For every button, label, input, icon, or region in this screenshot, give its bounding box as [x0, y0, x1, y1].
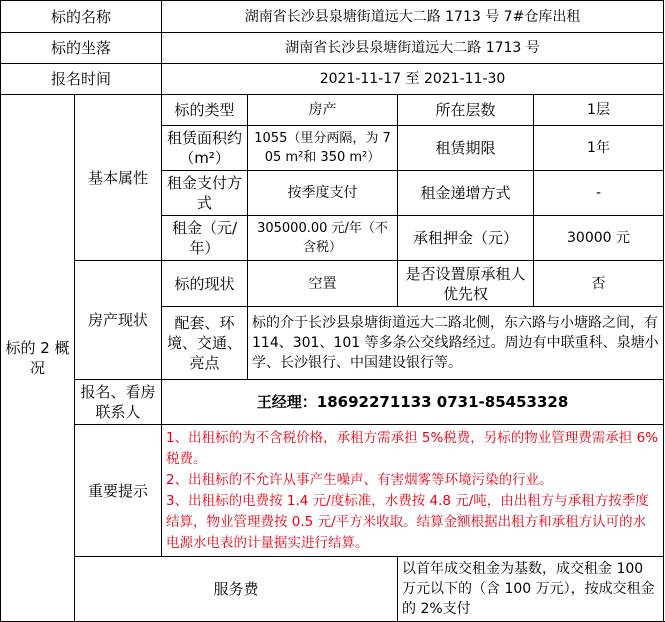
current-status-value: 空置	[248, 261, 398, 307]
row-signup-time	[1, 64, 664, 95]
note-item: 2、出租标的不允许从事产生噪声、有害烟雾等环境污染的行业。	[166, 471, 553, 488]
priority-label: 是否设置原承租人优先权	[398, 261, 534, 307]
row-contact	[1, 380, 664, 425]
payment-value: 按季度支付	[248, 171, 398, 216]
type-value: 房产	[248, 95, 398, 126]
current-status-label: 标的现状	[162, 261, 248, 307]
row-name	[1, 1, 664, 33]
floor-label: 所在层数	[398, 95, 534, 126]
term-value: 1年	[534, 126, 664, 171]
type-label: 标的类型	[162, 95, 248, 126]
contact-value: 王经理：18692271133 0731-85453328	[162, 380, 664, 425]
contact-label: 报名、看房联系人	[75, 380, 162, 425]
area-value: 1055（里分两隔，为 705 m²和 350 m²）	[248, 126, 398, 171]
signup-time-label: 报名时间	[1, 64, 162, 95]
rent-value: 305000.00 元/年（不含税）	[248, 216, 398, 261]
row-type-floor	[1, 95, 664, 126]
location-value: 湖南省长沙县泉塘街道远大二路 1713 号	[162, 33, 664, 64]
deposit-label: 承租押金（元）	[398, 216, 534, 261]
priority-value: 否	[534, 261, 664, 307]
increase-label: 租金递增方式	[398, 171, 534, 216]
property-status-label: 房产现状	[75, 261, 162, 380]
note-item: 1、出租标的为不含税价格，承租方需承担 5%税费，另标的物业管理费需承担 6%税费。	[166, 429, 659, 467]
facilities-label: 配套、环境、交通、亮点	[162, 307, 248, 380]
area-label: 租赁面积约（m²）	[162, 126, 248, 171]
floor-value: 1层	[534, 95, 664, 126]
overview-label: 标的 2 概况	[1, 95, 75, 622]
rent-label: 租金（元/年）	[162, 216, 248, 261]
deposit-value: 30000 元	[534, 216, 664, 261]
notes-label: 重要提示	[75, 425, 162, 557]
name-label: 标的名称	[1, 1, 162, 33]
service-fee-value: 以首年成交租金为基数，成交租金 100 万元以下的（含 100 万元），按成交租金的 2%支付	[398, 557, 664, 622]
signup-time-value: 2021-11-17 至 2021-11-30	[162, 64, 664, 95]
note-item: 3、出租标的电费按 1.4 元/度标准，水费按 4.8 元/吨，由出租方与承租方按季度结算，物业管理费按 0.5 元/平方米收取。结算金额根据出租方和承租方认可的水电源水电表的计量据实进行结算。	[166, 492, 649, 551]
payment-label: 租金支付方式	[162, 171, 248, 216]
increase-value: -	[534, 171, 664, 216]
service-fee-label: 服务费	[75, 557, 398, 622]
row-notes	[1, 425, 664, 557]
row-service-fee	[1, 557, 664, 622]
basic-attributes-label: 基本属性	[75, 95, 162, 261]
name-value: 湖南省长沙县泉塘街道远大二路 1713 号 7#仓库出租	[162, 1, 664, 33]
location-label: 标的坐落	[1, 33, 162, 64]
notes-content	[162, 425, 664, 557]
row-location	[1, 33, 664, 64]
row-current-status	[1, 261, 664, 307]
term-label: 租赁期限	[398, 126, 534, 171]
facilities-value: 标的介于长沙县泉塘街道远大二路北侧，东六路与小塘路之间，有 114、301、101 等多条公交线路经过。周边有中联重科、泉塘小学、长沙银行、中国建设银行等。	[248, 307, 664, 380]
